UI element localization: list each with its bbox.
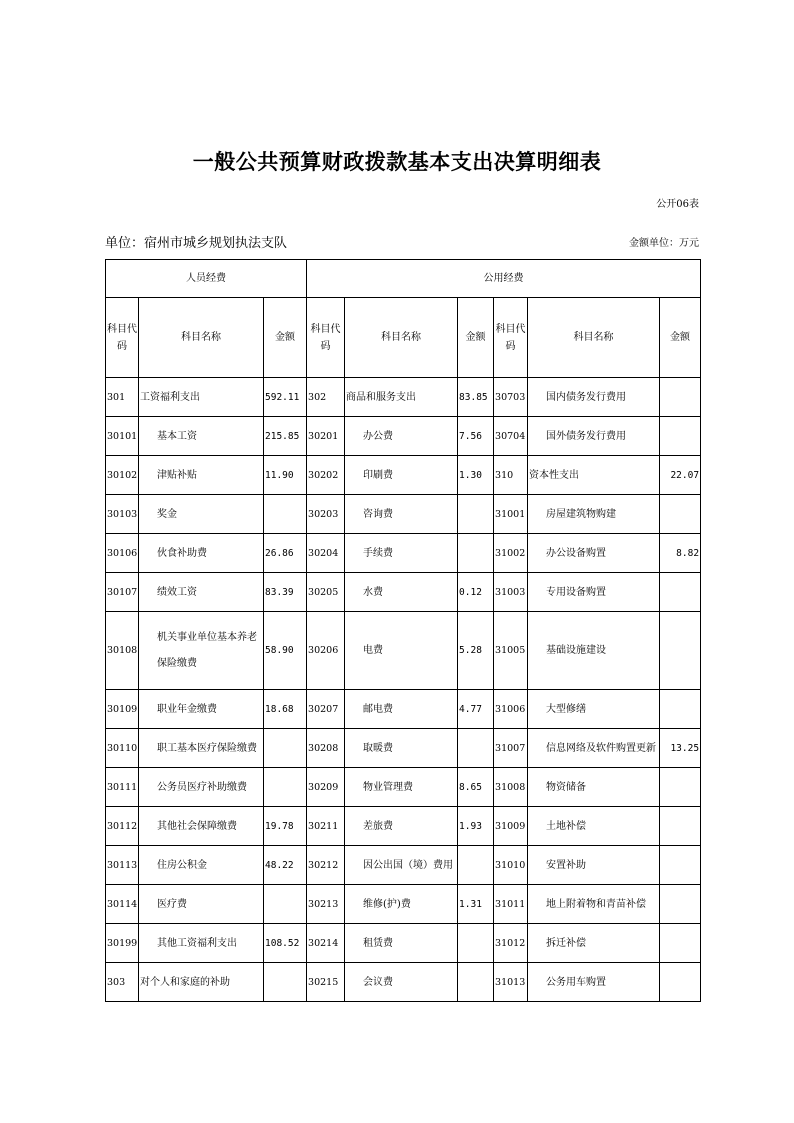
subject-name: 办公设备购置 [528,534,660,573]
public-expense-header: 公用经费 [307,260,701,298]
subject-name: 物资储备 [528,768,660,807]
subject-code: 30205 [307,573,345,612]
subject-code: 30101 [106,417,139,456]
amount-cell [458,924,494,963]
table-row [106,885,701,924]
subject-name: 绩效工资 [139,573,264,612]
subject-code: 302 [307,378,345,417]
subject-name: 国内债务发行费用 [528,378,660,417]
subject-code: 30215 [307,963,345,1002]
subject-code: 30208 [307,729,345,768]
table-row [106,378,701,417]
table-row [106,573,701,612]
subject-code: 30704 [494,417,528,456]
amount-cell [264,768,307,807]
subject-name: 其他社会保障缴费 [139,807,264,846]
amount-header: 金额 [660,298,701,378]
subject-name: 对个人和家庭的补助 [139,963,264,1002]
subject-name: 印刷费 [345,456,458,495]
subject-name: 专用设备购置 [528,573,660,612]
amount-unit-label: 金额单位：万元 [629,238,699,249]
subject-code: 31010 [494,846,528,885]
subject-code: 30110 [106,729,139,768]
amount-cell: 26.86 [264,534,307,573]
amount-cell [660,417,701,456]
amount-header: 金额 [458,298,494,378]
name-header: 科目名称 [528,298,660,378]
subject-name: 公务员医疗补助缴费 [139,768,264,807]
table-row [106,924,701,963]
subject-code: 30211 [307,807,345,846]
subject-code: 31012 [494,924,528,963]
amount-cell: 0.12 [458,573,494,612]
budget-detail-table [105,259,701,1002]
table-row [106,534,701,573]
subject-name: 维修(护)费 [345,885,458,924]
table-row [106,612,701,690]
subject-code: 30206 [307,612,345,690]
subject-code: 30102 [106,456,139,495]
amount-cell [458,846,494,885]
name-header: 科目名称 [139,298,264,378]
subject-name: 国外债务发行费用 [528,417,660,456]
unit-label: 单位：宿州市城乡规划执法支队 [105,236,288,251]
subject-code: 31002 [494,534,528,573]
subject-name: 工资福利支出 [139,378,264,417]
table-row [106,768,701,807]
subject-code: 30214 [307,924,345,963]
amount-cell: 5.28 [458,612,494,690]
subject-code: 30199 [106,924,139,963]
subject-name: 电费 [345,612,458,690]
subject-name: 房屋建筑物购建 [528,495,660,534]
subject-name: 土地补偿 [528,807,660,846]
subject-name: 机关事业单位基本养老保险缴费 [139,612,264,690]
amount-cell: 22.07 [660,456,701,495]
subject-code: 31007 [494,729,528,768]
subject-name: 奖金 [139,495,264,534]
amount-cell [264,885,307,924]
table-row [106,729,701,768]
amount-cell: 108.52 [264,924,307,963]
amount-cell: 4.77 [458,690,494,729]
amount-cell: 18.68 [264,690,307,729]
amount-cell [660,378,701,417]
subject-code: 31005 [494,612,528,690]
subject-name: 办公费 [345,417,458,456]
subject-name: 住房公积金 [139,846,264,885]
amount-cell: 215.85 [264,417,307,456]
amount-cell [660,846,701,885]
table-row [106,963,701,1002]
subject-name: 租赁费 [345,924,458,963]
subject-code: 30201 [307,417,345,456]
subject-code: 301 [106,378,139,417]
subject-code: 30209 [307,768,345,807]
amount-cell [660,495,701,534]
amount-cell [660,768,701,807]
amount-cell [660,885,701,924]
amount-cell [264,729,307,768]
amount-cell: 83.39 [264,573,307,612]
table-row [106,417,701,456]
code-header: 科目代码 [106,298,139,378]
amount-cell [660,807,701,846]
amount-cell: 1.31 [458,885,494,924]
code-header: 科目代码 [307,298,345,378]
subject-name: 因公出国（境）费用 [345,846,458,885]
amount-cell [264,495,307,534]
subject-code: 30207 [307,690,345,729]
subject-code: 30109 [106,690,139,729]
subject-name: 会议费 [345,963,458,1002]
subject-name: 取暖费 [345,729,458,768]
amount-cell: 11.90 [264,456,307,495]
table-row [106,807,701,846]
subject-name: 基本工资 [139,417,264,456]
subject-code: 30113 [106,846,139,885]
subject-name: 医疗费 [139,885,264,924]
table-row [106,456,701,495]
subject-code: 303 [106,963,139,1002]
name-header: 科目名称 [345,298,458,378]
subject-name: 手续费 [345,534,458,573]
amount-cell: 58.90 [264,612,307,690]
subject-name: 咨询费 [345,495,458,534]
subject-name: 资本性支出 [528,456,660,495]
amount-cell [660,612,701,690]
subject-name: 大型修缮 [528,690,660,729]
subject-name: 物业管理费 [345,768,458,807]
subject-name: 商品和服务支出 [345,378,458,417]
amount-cell: 1.93 [458,807,494,846]
subject-name: 职工基本医疗保险缴费 [139,729,264,768]
amount-cell: 7.56 [458,417,494,456]
subject-code: 31003 [494,573,528,612]
subject-code: 30212 [307,846,345,885]
subject-name: 水费 [345,573,458,612]
amount-cell: 592.11 [264,378,307,417]
amount-header: 金额 [264,298,307,378]
subject-code: 31006 [494,690,528,729]
table-row [106,690,701,729]
subject-code: 31009 [494,807,528,846]
subject-name: 伙食补助费 [139,534,264,573]
subject-code: 30204 [307,534,345,573]
amount-cell [458,963,494,1002]
subject-code: 31008 [494,768,528,807]
table-row [106,495,701,534]
page-title: 一般公共预算财政拨款基本支出决算明细表 [192,150,602,174]
subject-code: 31011 [494,885,528,924]
amount-cell: 48.22 [264,846,307,885]
subject-code: 30107 [106,573,139,612]
subject-code: 30703 [494,378,528,417]
subject-name: 职业年金缴费 [139,690,264,729]
subject-name: 安置补助 [528,846,660,885]
subject-code: 30112 [106,807,139,846]
subject-code: 30203 [307,495,345,534]
amount-cell [660,963,701,1002]
subject-code: 31001 [494,495,528,534]
amount-cell [458,534,494,573]
subject-name: 地上附着物和青苗补偿 [528,885,660,924]
subject-name: 公务用车购置 [528,963,660,1002]
amount-cell [264,963,307,1002]
subject-name: 津贴补贴 [139,456,264,495]
subject-code: 30111 [106,768,139,807]
table-row [106,846,701,885]
amount-cell [458,495,494,534]
subject-code: 30202 [307,456,345,495]
subject-name: 差旅费 [345,807,458,846]
amount-cell: 83.85 [458,378,494,417]
code-header: 科目代码 [494,298,528,378]
amount-cell [660,690,701,729]
amount-cell [660,573,701,612]
subject-code: 30114 [106,885,139,924]
amount-cell: 19.78 [264,807,307,846]
amount-cell: 8.82 [660,534,701,573]
subject-name: 其他工资福利支出 [139,924,264,963]
subject-code: 30108 [106,612,139,690]
subject-code: 30106 [106,534,139,573]
subject-code: 31013 [494,963,528,1002]
amount-cell: 1.30 [458,456,494,495]
amount-cell [458,729,494,768]
amount-cell [660,924,701,963]
subject-name: 信息网络及软件购置更新 [528,729,660,768]
subject-code: 30103 [106,495,139,534]
subject-code: 30213 [307,885,345,924]
subject-name: 邮电费 [345,690,458,729]
form-number: 公开06表 [656,199,699,210]
subject-name: 基础设施建设 [528,612,660,690]
amount-cell: 8.65 [458,768,494,807]
amount-cell: 13.25 [660,729,701,768]
subject-name: 拆迁补偿 [528,924,660,963]
subject-code: 310 [494,456,528,495]
personnel-expense-header: 人员经费 [106,260,307,298]
